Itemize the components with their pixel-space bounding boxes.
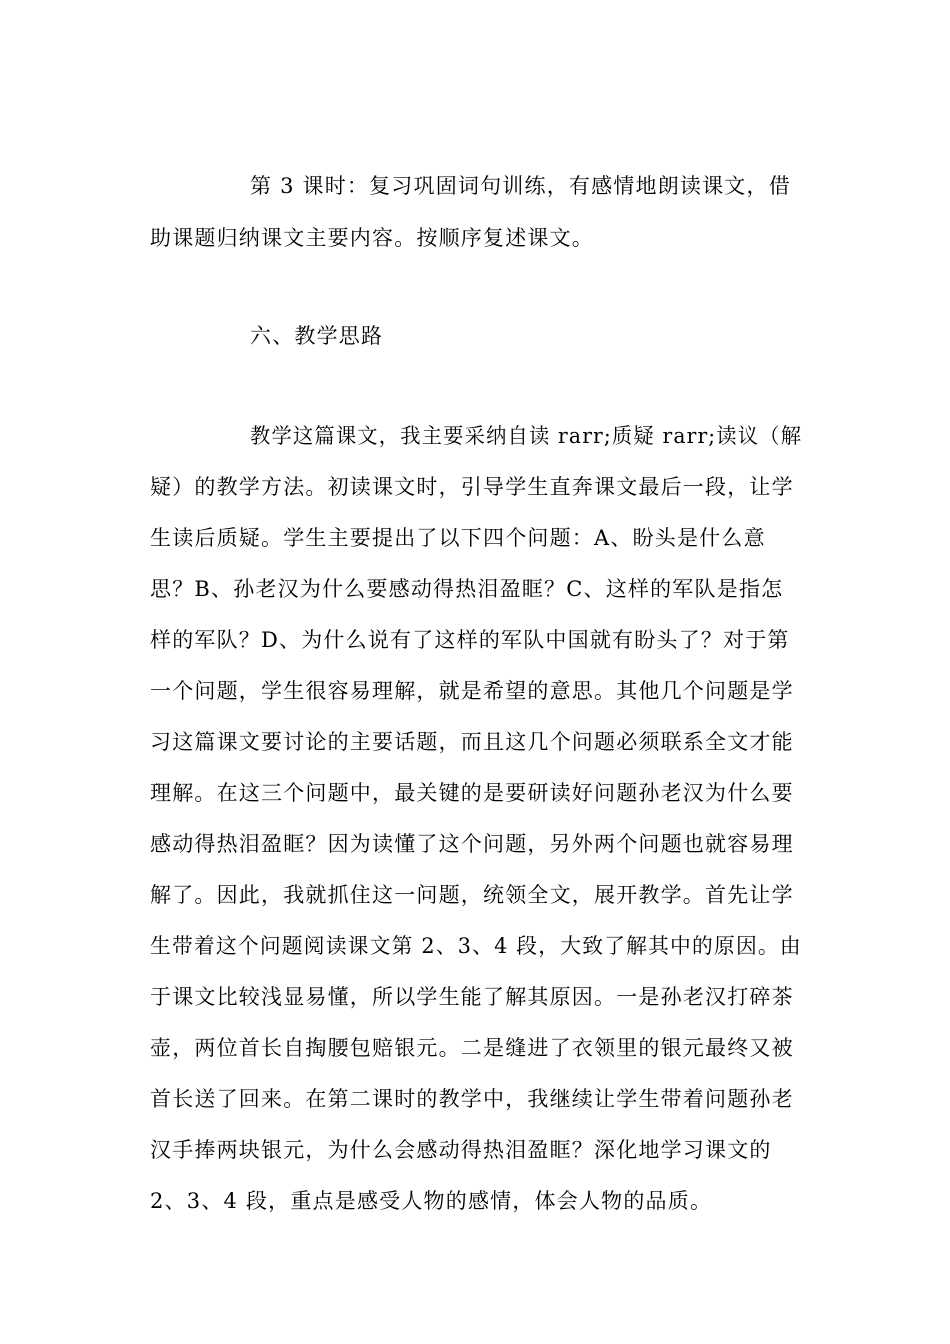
paragraph-2-line-1: 教学这篇课文，我主要采纳自读 rarr;质疑 rarr;读议（解 (250, 424, 803, 448)
paragraph-2-line-3: 生读后质疑。学生主要提出了以下四个问题：A、盼头是什么意 (150, 526, 766, 550)
paragraph-2-line-13: 壶，两位首长自掏腰包赔银元。二是缝进了衣领里的银元最终又被 (150, 1036, 794, 1060)
paragraph-2-line-4: 思？B、孙老汉为什么要感动得热泪盈眶？C、这样的军队是指怎 (150, 577, 784, 601)
paragraph-2-line-10: 解了。因此，我就抓住这一问题，统领全文，展开教学。首先让学 (150, 883, 794, 907)
paragraph-1-line-1: 第 3 课时：复习巩固词句训练，有感情地朗读课文，借 (250, 174, 791, 198)
paragraph-2-line-7: 习这篇课文要讨论的主要话题，而且这几个问题必须联系全文才能 (150, 730, 794, 754)
paragraph-2-line-16: 2、3、4 段，重点是感受人物的感情，体会人物的品质。 (150, 1189, 713, 1213)
paragraph-2-line-12: 于课文比较浅显易懂，所以学生能了解其原因。一是孙老汉打碎茶 (150, 985, 794, 1009)
paragraph-2-line-5: 样的军队？D、为什么说有了这样的军队中国就有盼头了？对于第 (150, 628, 790, 652)
paragraph-2-line-9: 感动得热泪盈眶？因为读懂了这个问题，另外两个问题也就容易理 (150, 832, 794, 856)
section-heading: 六、教学思路 (250, 324, 384, 348)
paragraph-2-line-8: 理解。在这三个问题中，最关键的是要研读好问题孙老汉为什么要 (150, 781, 794, 805)
paragraph-2-line-15: 汉手捧两块银元，为什么会感动得热泪盈眶？深化地学习课文的 (150, 1138, 772, 1162)
paragraph-1-line-2: 助课题归纳课文主要内容。按顺序复述课文。 (150, 226, 594, 250)
paragraph-2-line-14: 首长送了回来。在第二课时的教学中，我继续让学生带着问题孙老 (150, 1087, 794, 1111)
paragraph-2-line-11: 生带着这个问题阅读课文第 2、3、4 段，大致了解其中的原因。由 (150, 934, 802, 958)
paragraph-2-line-2: 疑）的教学方法。初读课文时，引导学生直奔课文最后一段，让学 (150, 475, 794, 499)
paragraph-2-line-6: 一个问题，学生很容易理解，就是希望的意思。其他几个问题是学 (150, 679, 794, 703)
